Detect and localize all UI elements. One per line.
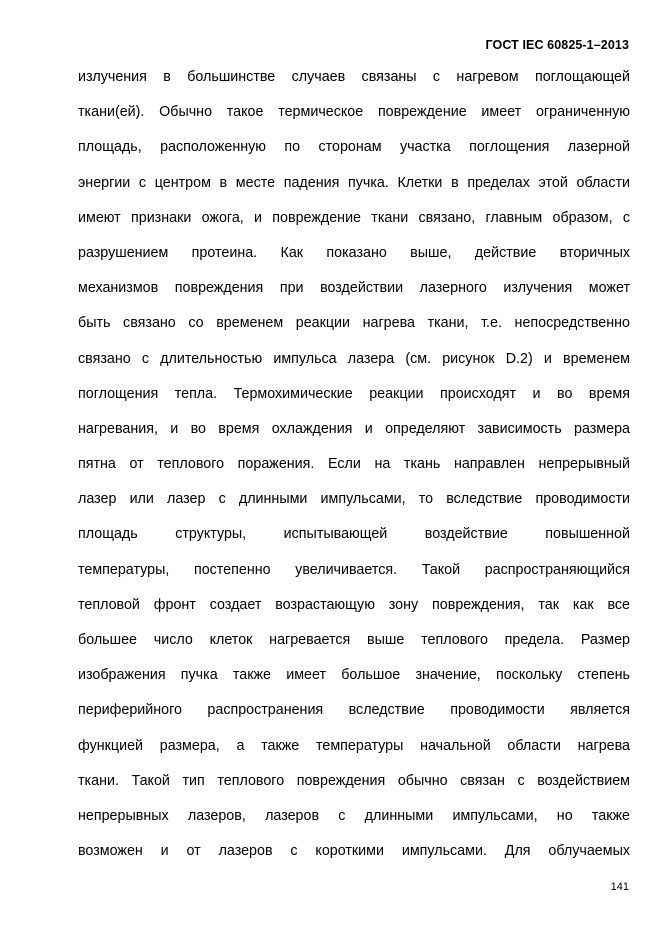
text-line: быть связано со временем реакции нагрева ткани, т.е. непосредственно	[78, 315, 630, 332]
text-line: поглощения тепла. Термохимические реакции происходят и во время	[78, 385, 630, 402]
body-text	[78, 60, 630, 869]
page-number: 141	[610, 881, 629, 893]
text-line: лазер или лазер с длинными импульсами, то вследствие проводимости	[78, 491, 630, 508]
text-line: имеют признаки ожога, и повреждение ткани связано, главным образом, с	[78, 209, 630, 226]
text-line: нагревания, и во время охлаждения и определяют зависимость размера	[78, 420, 630, 437]
text-line: периферийного распространения вследствие проводимости является	[78, 702, 630, 719]
text-line: пятна от теплового поражения. Если на ткань направлен непрерывный	[78, 456, 630, 473]
text-line: возможен и от лазеров с короткими импульсами. Для облучаемых	[78, 843, 630, 860]
text-line: тепловой фронт создает возрастающую зону повреждения, так как все	[78, 596, 630, 613]
text-line: изображения пучка также имеет большое значение, поскольку степень	[78, 667, 630, 684]
document-header: ГОСТ IEC 60825-1–2013	[485, 38, 629, 52]
text-line: энергии с центром в месте падения пучка. Клетки в пределах этой области	[78, 174, 630, 191]
text-line: излучения в большинстве случаев связаны с нагревом поглощающей	[78, 69, 630, 85]
text-line: ткани. Такой тип теплового повреждения обычно связан с воздействием	[78, 772, 630, 789]
text-line: непрерывных лазеров, лазеров с длинными импульсами, но также	[78, 807, 630, 824]
text-line: большее число клеток нагревается выше теплового предела. Размер	[78, 632, 630, 648]
text-line: площадь структуры, испытывающей воздействие повышенной	[78, 526, 630, 543]
text-line: связано с длительностью импульса лазера (см. рисунок D.2) и временем	[78, 350, 630, 367]
text-line: температуры, постепенно увеличивается. Такой распространяющийся	[78, 561, 630, 578]
text-line: ткани(ей). Обычно такое термическое повреждение имеет ограниченную	[78, 104, 630, 121]
text-line: площадь, расположенную по сторонам участка поглощения лазерной	[78, 139, 630, 156]
text-line: разрушением протеина. Как показано выше, действие вторичных	[78, 244, 630, 261]
text-line: механизмов повреждения при воздействии лазерного излучения может	[78, 280, 630, 297]
text-line: функцией размера, а также температуры начальной области нагрева	[78, 737, 630, 754]
